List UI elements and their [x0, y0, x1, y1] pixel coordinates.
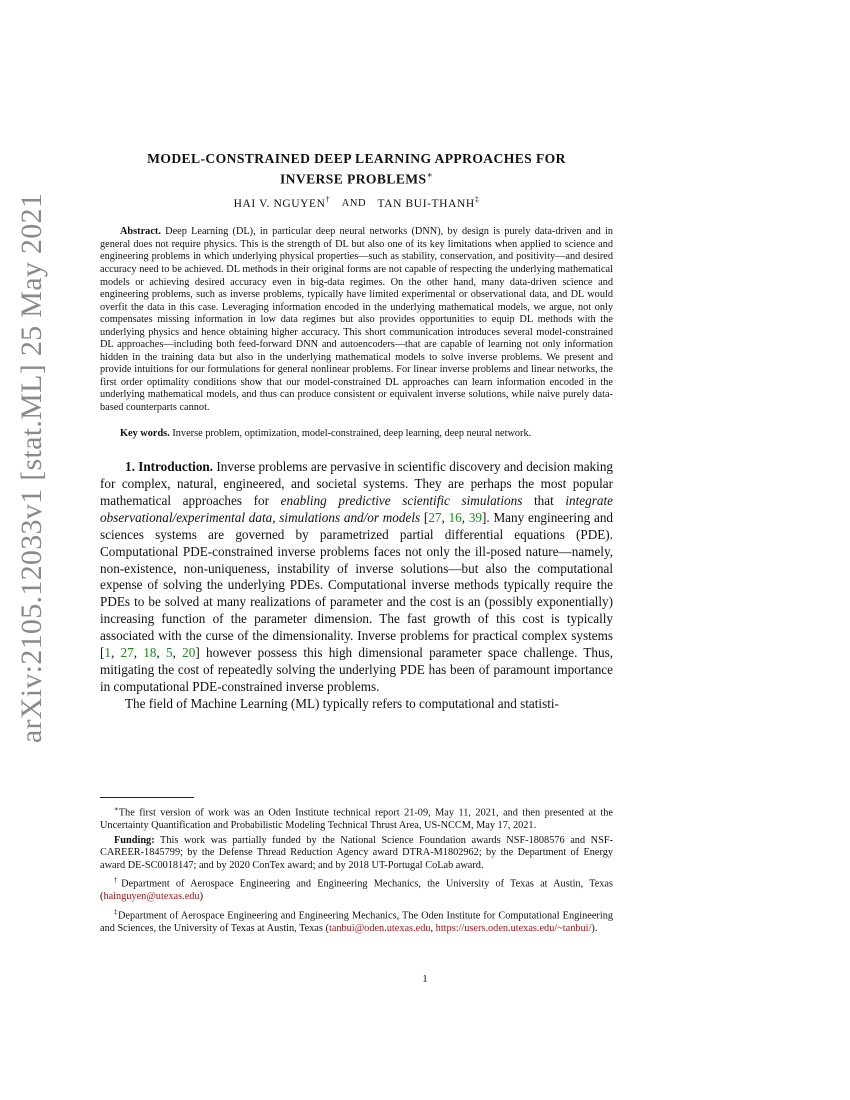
footnotes: [100, 797, 613, 937]
footnote-3-end: ).: [591, 922, 598, 934]
author-2: TAN BUI-THANH: [377, 197, 475, 210]
funding-note: [100, 835, 613, 873]
author-separator: AND: [341, 198, 367, 210]
footnote-3-separator: ,: [430, 922, 436, 934]
abstract-label: Abstract.: [120, 226, 161, 238]
funding-text: This work was partially funded by the National Science Foundation awards NSF-1808576 and NSF-CAREER-1845799; by the Defense Thread Reduction Agency award DTRA-M1802962; by the Department of Energy award DE-SC0018147; and by 2020 ConTex award; and by 2018 UT-Portugal CoLab award.: [100, 834, 614, 871]
citation-1[interactable]: 1: [104, 645, 111, 661]
keywords-text: Inverse problem, optimization, model-constrained, deep learning, deep neural network.: [172, 427, 532, 439]
abstract-text: Deep Learning (DL), in particular deep neural networks (DNN), by design is purely data-driven and in general does not require physics. This is the strength of DL but also one of its key limitations when applied to science and engineering problems in which underlying physical properties—such as stability, conservation, and positivity—and desired accuracy need to be achieved. DL methods in their original forms are not capable of respecting the underlying mathematical models or achieving desired accuracy even in big-data regimes. On the other hand, many data-driven science and engineering problems, such as inverse problems, typically have limited experimental or observational data, and DL would overfit the data in this case. Leveraging information encoded in the underlying mathematical models, we argue, not only compensates missing information in low data regimes but also provides opportunities to equip DL methods with the underlying physics and hence obtaining higher accuracy. This short communication introduces several model-constrained DL approaches—including both feed-forward DNN and autoencoders—that are capable of learning not only information hidden in the training data but also in the underlying mathematical models to solve inverse problems. We present and provide intuitions for our formulations for general nonlinear problems. For linear inverse problems and linear networks, the first order optimality conditions show that our model-constrained DL approaches can learn information encoded in the underlying mathematical models, and thus can produce consistent or equivalent inverse solutions, while naive purely data-based counterparts cannot.: [100, 226, 614, 414]
intro-text-a: Inverse problems are pervasive in scientific discovery and decision making for complex, natural, engineered, and societal systems. They are perhaps the most popular mathematical approaches for: [100, 459, 614, 508]
author-2-homepage-link[interactable]: https://users.oden.utexas.edu/~tanbui/: [435, 922, 592, 934]
footnote-2-end: ): [199, 891, 203, 903]
section-heading: 1. Introduction.: [125, 459, 214, 475]
footnote-1: [100, 803, 613, 833]
intro-text-c: ]. Many engineering and sciences systems are governed by parametrized partial differential equations (PDE). Computational PDE-constrained inverse problems faces not only the ill-posed nature—namely, non-existence, non-uniqueness, instability of inverse solutions—but also the computational expense of solving the underlying PDEs. Computational inverse methods typically require the PDEs to be solved at many realizations of parameter and the cost is an (possibly exponentially) increasing function of the parameter dimension. The fast growth of this cost is typically associated with the curse of the dimensionality. Inverse problems for practical complex systems [: [100, 509, 614, 661]
title-line-1: MODEL-CONSTRAINED DEEP LEARNING APPROACHES FOR: [147, 151, 566, 166]
intro-paragraph-1: 1. Introduction. Inverse problems are pervasive in scientific discovery and decision making for complex, natural, engineered, and societal systems. They are perhaps the most popular mathematical approaches for enabling predictive scientific simulations that integrate observational/experimental data, simulations and/or models [27, 16, 39]. Many engineering and sciences systems are governed by parametrized partial differential equations (PDE). Computational PDE-constrained inverse problems faces not only the ill-posed nature—namely, non-existence, non-uniqueness, instability of inverse solutions—but also the computational expense of solving the underlying PDEs. Computational inverse methods typically require the PDEs to be solved at many realizations of parameter and the cost is an (possibly exponentially) increasing function of the parameter dimension. The fast growth of this cost is typically associated with the curse of the dimensionality. Inverse problems for practical complex systems [1, 27, 18, 5, 20] however possess this high dimensional parameter space challenge. Thus, mitigating the cost of repeatedly solving the underlying PDE has been of paramount importance in computational PDE-constrained inverse problems.: [100, 459, 614, 694]
footnote-1-text: The first version of work was an Oden Institute technical report 21-09, May 11, 2021, and then presented at the Uncertainty Quantification and Probabilistic Modeling Technical Thrust Area, US-NCCM, May 17, 2021.: [100, 807, 613, 831]
citation-18[interactable]: 18: [143, 645, 157, 661]
author-list: [100, 195, 613, 210]
keywords-label: Key words.: [120, 427, 170, 439]
author-1-email-link[interactable]: hainguyen@utexas.edu: [103, 891, 200, 903]
citation-20[interactable]: 20: [182, 645, 196, 661]
keywords: [100, 428, 613, 441]
citation-open-bracket: [: [423, 509, 429, 525]
footnote-1-mark: ∗: [114, 805, 119, 813]
title-line-2: INVERSE PROBLEMS: [279, 171, 427, 187]
author-2-email-link[interactable]: tanbui@oden.utexas.edu: [328, 922, 431, 934]
footnote-2: [100, 874, 613, 904]
intro-emphasis-2: integrate observational/experimental data, simulations and/or models: [100, 492, 614, 525]
footnote-2-mark: †: [114, 876, 122, 885]
intro-emphasis-1: enabling predictive scientific simulations: [280, 492, 523, 508]
footnote-3: [100, 906, 613, 936]
funding-label: Funding:: [114, 834, 155, 846]
author-1-mark: †: [325, 194, 331, 204]
introduction-section: [100, 459, 613, 713]
arxiv-stamp-text: arXiv:2105.12033v1 [stat.ML] 25 May 2021: [15, 192, 48, 744]
footnote-3-text: Department of Aerospace Engineering and Engineering Mechanics, The Oden Institute for Computational Engineering and Sciences, the University of Texas at Austin, Texas (: [100, 910, 614, 934]
citation-27[interactable]: 27: [428, 509, 442, 525]
citation-27-second[interactable]: 27: [120, 645, 134, 661]
citation-16[interactable]: 16: [448, 509, 462, 525]
arxiv-identifier-stamp: [12, 192, 52, 744]
abstract: [100, 226, 613, 414]
intro-text-d: ] however possess this high dimensional parameter space challenge. Thus, mitigating the cost of repeatedly solving the underlying PDE has been of paramount importance in computational PDE-constrained inverse problems.: [100, 645, 614, 694]
paper-title: [100, 150, 613, 188]
title-footnote-mark: ∗: [426, 170, 434, 180]
footnote-rule: [100, 797, 194, 798]
intro-paragraph-2: The field of Machine Learning (ML) typically refers to computational and statisti-: [125, 695, 559, 711]
paper-page: [100, 150, 613, 713]
intro-text-b: that: [533, 492, 554, 508]
page-number: 1: [422, 973, 428, 985]
footnote-3-mark: ‡: [114, 907, 118, 916]
author-1: HAI V. NGUYEN: [233, 197, 326, 210]
footnote-2-text: Department of Aerospace Engineering and Engineering Mechanics, the University of Texas at Austin, Texas (: [100, 878, 614, 903]
citation-39[interactable]: 39: [468, 509, 483, 525]
author-2-mark: ‡: [474, 194, 480, 204]
citation-5[interactable]: 5: [166, 645, 173, 661]
